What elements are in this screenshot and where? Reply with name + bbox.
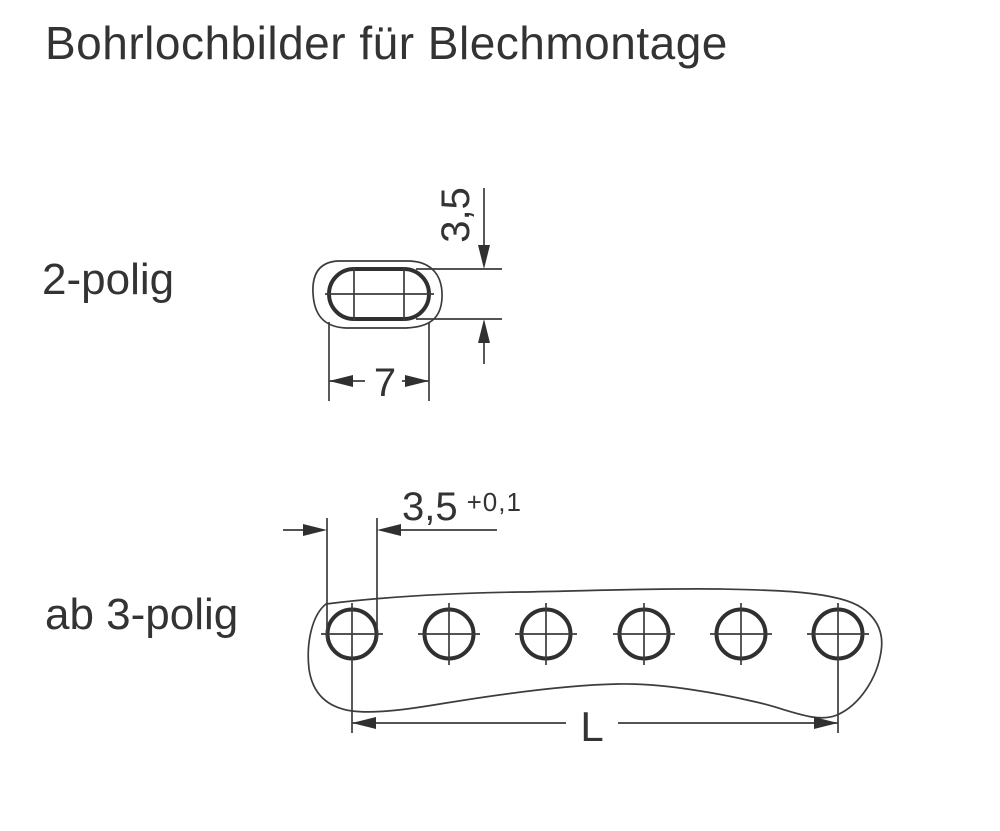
two-pole-width-dim-text: 7 xyxy=(373,361,397,405)
multi-pole-hole-dim-text xyxy=(402,487,522,527)
hole-diameter-value: 3,5 xyxy=(402,485,458,529)
diameter-arrow-right-icon xyxy=(303,524,327,536)
height-arrow-down-icon xyxy=(478,245,490,269)
length-arrow-right-icon xyxy=(814,717,838,729)
two-pole-height-dim-text: 3,5 xyxy=(434,187,478,243)
length-arrow-left-icon xyxy=(352,717,376,729)
multi-pole-footprint-outline xyxy=(308,589,882,718)
multi-pole-label: ab 3-polig xyxy=(45,590,239,639)
height-arrow-up-icon xyxy=(478,319,490,343)
width-arrow-left-icon xyxy=(329,375,353,387)
hole-diameter-tolerance: +0,1 xyxy=(466,487,522,517)
diameter-arrow-left-icon xyxy=(377,524,401,536)
multi-pole-drawing xyxy=(283,518,882,733)
page-title: Bohrlochbilder für Blechmontage xyxy=(45,17,728,69)
multi-pole-length-dim-text: L xyxy=(580,703,604,750)
width-arrow-right-icon xyxy=(405,375,429,387)
two-pole-label: 2-polig xyxy=(42,255,175,304)
